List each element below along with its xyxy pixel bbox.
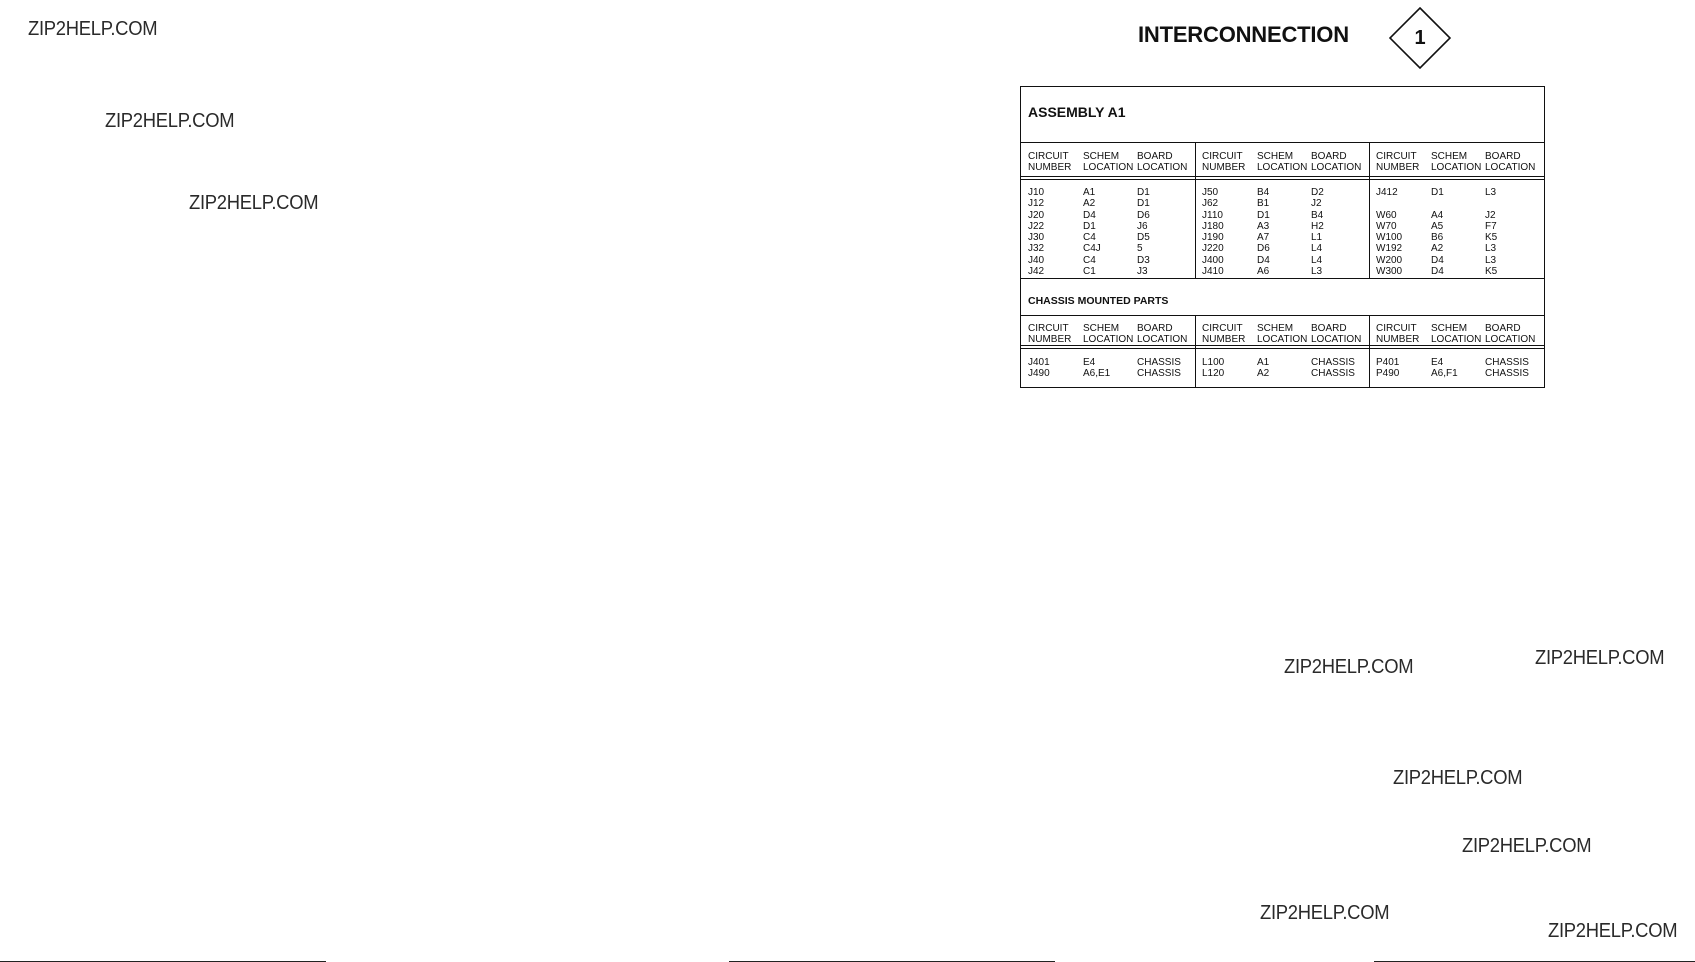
chassis-header-schem bbox=[1431, 323, 1481, 346]
chassis-header-circuit bbox=[1202, 323, 1245, 346]
table-cell: J20 bbox=[1028, 209, 1045, 221]
chassis-header-schem bbox=[1257, 323, 1307, 346]
table-cell: B4 bbox=[1311, 209, 1324, 221]
header-line: CIRCUIT bbox=[1376, 323, 1417, 334]
header-line: BOARD bbox=[1485, 323, 1521, 334]
table-rule bbox=[1021, 176, 1544, 177]
assembly-header-board bbox=[1137, 151, 1187, 174]
watermark-text: ZIP2HELP.COM bbox=[105, 110, 235, 132]
table-cell: L3 bbox=[1311, 266, 1323, 278]
table-cell: H2 bbox=[1311, 220, 1324, 232]
header-line: BOARD bbox=[1485, 151, 1521, 162]
table-cell: L3 bbox=[1485, 243, 1497, 255]
table-cell: J490 bbox=[1028, 368, 1050, 380]
table-cell: J3 bbox=[1137, 266, 1148, 278]
table-cell: C1 bbox=[1083, 266, 1096, 278]
diamond-badge bbox=[1389, 7, 1451, 69]
table-cell: B4 bbox=[1257, 187, 1270, 198]
table-cell: J412 bbox=[1376, 187, 1398, 198]
assembly-header-board bbox=[1311, 151, 1361, 174]
table-cell: 5 bbox=[1137, 243, 1143, 255]
table-cell: P490 bbox=[1376, 368, 1400, 380]
header-line: LOCATION bbox=[1083, 334, 1134, 346]
header-line: LOCATION bbox=[1137, 334, 1188, 346]
chassis-header-circuit bbox=[1376, 323, 1419, 346]
header-line: CIRCUIT bbox=[1028, 323, 1069, 334]
table-cell: J12 bbox=[1028, 198, 1045, 210]
table-cell: A6,E1 bbox=[1083, 368, 1111, 380]
chassis-column-circuit bbox=[1202, 357, 1224, 380]
assembly-header-circuit bbox=[1202, 151, 1245, 174]
table-cell: A3 bbox=[1257, 220, 1270, 232]
table-cell: B1 bbox=[1257, 198, 1270, 210]
assembly-column-board bbox=[1137, 187, 1150, 277]
table-cell: L3 bbox=[1485, 254, 1497, 266]
table-divider bbox=[1195, 142, 1196, 278]
table-cell: D4 bbox=[1431, 254, 1444, 266]
header-line: BOARD bbox=[1137, 323, 1173, 334]
table-cell: J410 bbox=[1202, 266, 1224, 278]
chassis-column-circuit bbox=[1376, 357, 1399, 380]
table-rule bbox=[1021, 179, 1544, 180]
chassis-header-board bbox=[1137, 323, 1187, 346]
header-line: LOCATION bbox=[1431, 162, 1482, 174]
table-cell: A6 bbox=[1257, 266, 1270, 278]
table-cell: A2 bbox=[1257, 368, 1270, 380]
table-cell: J30 bbox=[1028, 232, 1045, 244]
header-line: BOARD bbox=[1137, 151, 1173, 162]
header-line: NUMBER bbox=[1202, 334, 1246, 346]
assembly-column-schem bbox=[1083, 187, 1101, 277]
header-line: SCHEM bbox=[1083, 151, 1120, 162]
chassis-column-board bbox=[1311, 357, 1355, 380]
chassis-header-circuit bbox=[1028, 323, 1071, 346]
assembly-header-circuit bbox=[1028, 151, 1071, 174]
table-cell: J110 bbox=[1202, 209, 1223, 221]
table-cell: W200 bbox=[1376, 254, 1403, 266]
table-cell: C4J bbox=[1083, 243, 1101, 255]
interconnection-table bbox=[1020, 86, 1545, 388]
watermark-text: ZIP2HELP.COM bbox=[1462, 835, 1592, 857]
chassis-column-circuit bbox=[1028, 357, 1050, 380]
table-cell: J50 bbox=[1202, 187, 1219, 198]
header-line: BOARD bbox=[1311, 323, 1347, 334]
table-cell: D5 bbox=[1137, 232, 1150, 244]
table-cell: D4 bbox=[1257, 254, 1270, 266]
table-cell: W100 bbox=[1376, 232, 1403, 244]
table-cell: J180 bbox=[1202, 220, 1224, 232]
table-cell: W300 bbox=[1376, 266, 1403, 278]
table-divider bbox=[1369, 142, 1370, 278]
header-line: CIRCUIT bbox=[1376, 151, 1417, 162]
header-line: LOCATION bbox=[1311, 334, 1362, 346]
watermark-text: ZIP2HELP.COM bbox=[1260, 902, 1390, 924]
chassis-column-board bbox=[1485, 357, 1529, 380]
table-cell: J400 bbox=[1202, 254, 1224, 266]
table-cell: D1 bbox=[1083, 220, 1096, 232]
assembly-header-circuit bbox=[1376, 151, 1419, 174]
table-cell: D4 bbox=[1083, 209, 1096, 221]
header-line: LOCATION bbox=[1431, 334, 1482, 346]
table-cell: B6 bbox=[1431, 232, 1444, 244]
table-cell: D1 bbox=[1257, 209, 1270, 221]
table-divider bbox=[1369, 315, 1370, 387]
table-cell: J22 bbox=[1028, 220, 1045, 232]
header-line: LOCATION bbox=[1257, 162, 1308, 174]
header-line: LOCATION bbox=[1083, 162, 1134, 174]
table-cell: J220 bbox=[1202, 243, 1224, 255]
chassis-title: CHASSIS MOUNTED PARTS bbox=[1028, 295, 1169, 307]
chassis-header-board bbox=[1485, 323, 1535, 346]
table-cell: D3 bbox=[1137, 254, 1150, 266]
header-line: SCHEM bbox=[1431, 323, 1468, 334]
table-cell: J2 bbox=[1311, 198, 1322, 210]
table-cell: D1 bbox=[1431, 187, 1444, 198]
chassis-column-schem bbox=[1257, 357, 1269, 380]
table-cell: L1 bbox=[1311, 232, 1323, 244]
chassis-header-board bbox=[1311, 323, 1361, 346]
assembly-column-circuit bbox=[1202, 187, 1224, 277]
table-cell: W192 bbox=[1376, 243, 1403, 255]
assembly-column-board bbox=[1485, 187, 1497, 277]
watermark-text: ZIP2HELP.COM bbox=[189, 192, 319, 214]
header-line: LOCATION bbox=[1311, 162, 1362, 174]
assembly-header-schem bbox=[1083, 151, 1133, 174]
header-line: SCHEM bbox=[1431, 151, 1468, 162]
header-line: CIRCUIT bbox=[1028, 151, 1069, 162]
header-line: CIRCUIT bbox=[1202, 151, 1243, 162]
watermark-text: ZIP2HELP.COM bbox=[28, 18, 158, 40]
table-cell: D1 bbox=[1137, 198, 1150, 210]
table-cell: J6 bbox=[1137, 220, 1148, 232]
watermark-text: ZIP2HELP.COM bbox=[1284, 656, 1414, 678]
table-cell: F7 bbox=[1485, 220, 1497, 232]
header-line: LOCATION bbox=[1485, 162, 1536, 174]
table-cell: W70 bbox=[1376, 220, 1397, 232]
table-cell: CHASSIS bbox=[1485, 357, 1529, 368]
table-cell: A4 bbox=[1431, 209, 1444, 221]
table-rule bbox=[1021, 142, 1544, 143]
table-cell: J42 bbox=[1028, 266, 1045, 278]
table-cell: J10 bbox=[1028, 187, 1045, 198]
table-cell: L4 bbox=[1311, 254, 1323, 266]
assembly-column-schem bbox=[1431, 187, 1444, 277]
table-cell: E4 bbox=[1083, 357, 1096, 368]
assembly-column-board bbox=[1311, 187, 1324, 277]
table-cell: D4 bbox=[1431, 266, 1444, 278]
table-cell: A2 bbox=[1083, 198, 1096, 210]
table-cell: J40 bbox=[1028, 254, 1045, 266]
page-title: INTERCONNECTION bbox=[1138, 22, 1349, 47]
table-cell: A1 bbox=[1083, 187, 1096, 198]
table-cell: J190 bbox=[1202, 232, 1224, 244]
assembly-column-schem bbox=[1257, 187, 1270, 277]
table-cell: CHASSIS bbox=[1311, 357, 1355, 368]
table-cell bbox=[1376, 198, 1402, 209]
table-cell: D6 bbox=[1137, 209, 1150, 221]
table-rule bbox=[1021, 348, 1544, 349]
table-cell: CHASSIS bbox=[1137, 357, 1181, 368]
table-cell: K5 bbox=[1485, 266, 1498, 278]
table-cell: A7 bbox=[1257, 232, 1270, 244]
table-cell: L4 bbox=[1311, 243, 1323, 255]
watermark-text: ZIP2HELP.COM bbox=[1548, 920, 1678, 942]
table-divider bbox=[1195, 315, 1196, 387]
chassis-column-schem bbox=[1431, 357, 1458, 380]
table-cell: E4 bbox=[1431, 357, 1444, 368]
table-cell: A1 bbox=[1257, 357, 1270, 368]
chassis-column-schem bbox=[1083, 357, 1110, 380]
table-cell: K5 bbox=[1485, 232, 1498, 244]
table-cell: A6,F1 bbox=[1431, 368, 1458, 380]
watermark-text: ZIP2HELP.COM bbox=[1393, 767, 1523, 789]
table-cell: CHASSIS bbox=[1311, 368, 1355, 380]
table-cell: L3 bbox=[1485, 187, 1497, 198]
table-cell: C4 bbox=[1083, 254, 1096, 266]
assembly-title: ASSEMBLY A1 bbox=[1028, 104, 1126, 120]
table-cell: J32 bbox=[1028, 243, 1045, 255]
badge-number: 1 bbox=[1414, 27, 1426, 49]
assembly-header-schem bbox=[1257, 151, 1307, 174]
header-line: NUMBER bbox=[1202, 162, 1246, 174]
header-line: NUMBER bbox=[1376, 162, 1420, 174]
chassis-header-schem bbox=[1083, 323, 1133, 346]
table-cell: D2 bbox=[1311, 187, 1324, 198]
table-cell: W60 bbox=[1376, 209, 1397, 221]
table-cell: J62 bbox=[1202, 198, 1219, 210]
header-line: LOCATION bbox=[1485, 334, 1536, 346]
assembly-header-board bbox=[1485, 151, 1535, 174]
table-rule bbox=[1021, 315, 1544, 316]
header-line: NUMBER bbox=[1028, 162, 1072, 174]
table-cell: C4 bbox=[1083, 232, 1096, 244]
header-line: SCHEM bbox=[1083, 323, 1120, 334]
table-cell: CHASSIS bbox=[1137, 368, 1181, 380]
table-cell: CHASSIS bbox=[1485, 368, 1529, 380]
table-cell bbox=[1431, 198, 1444, 209]
table-rule bbox=[1021, 278, 1544, 279]
table-cell: L100 bbox=[1202, 357, 1225, 368]
assembly-header-schem bbox=[1431, 151, 1481, 174]
header-line: SCHEM bbox=[1257, 151, 1294, 162]
header-line: NUMBER bbox=[1376, 334, 1420, 346]
header-line: NUMBER bbox=[1028, 334, 1072, 346]
chassis-column-board bbox=[1137, 357, 1181, 380]
table-cell: D6 bbox=[1257, 243, 1270, 255]
table-cell: A2 bbox=[1431, 243, 1444, 255]
table-cell bbox=[1485, 198, 1497, 209]
assembly-column-circuit bbox=[1376, 187, 1402, 277]
table-cell: J401 bbox=[1028, 357, 1050, 368]
table-cell: P401 bbox=[1376, 357, 1400, 368]
table-cell: J2 bbox=[1485, 209, 1496, 221]
header-line: BOARD bbox=[1311, 151, 1347, 162]
table-cell: L120 bbox=[1202, 368, 1225, 380]
header-line: LOCATION bbox=[1137, 162, 1188, 174]
table-cell: A5 bbox=[1431, 220, 1444, 232]
header-line: CIRCUIT bbox=[1202, 323, 1243, 334]
header-line: SCHEM bbox=[1257, 323, 1294, 334]
assembly-column-circuit bbox=[1028, 187, 1044, 277]
watermark-text: ZIP2HELP.COM bbox=[1535, 647, 1665, 669]
table-cell: D1 bbox=[1137, 187, 1150, 198]
header-line: LOCATION bbox=[1257, 334, 1308, 346]
